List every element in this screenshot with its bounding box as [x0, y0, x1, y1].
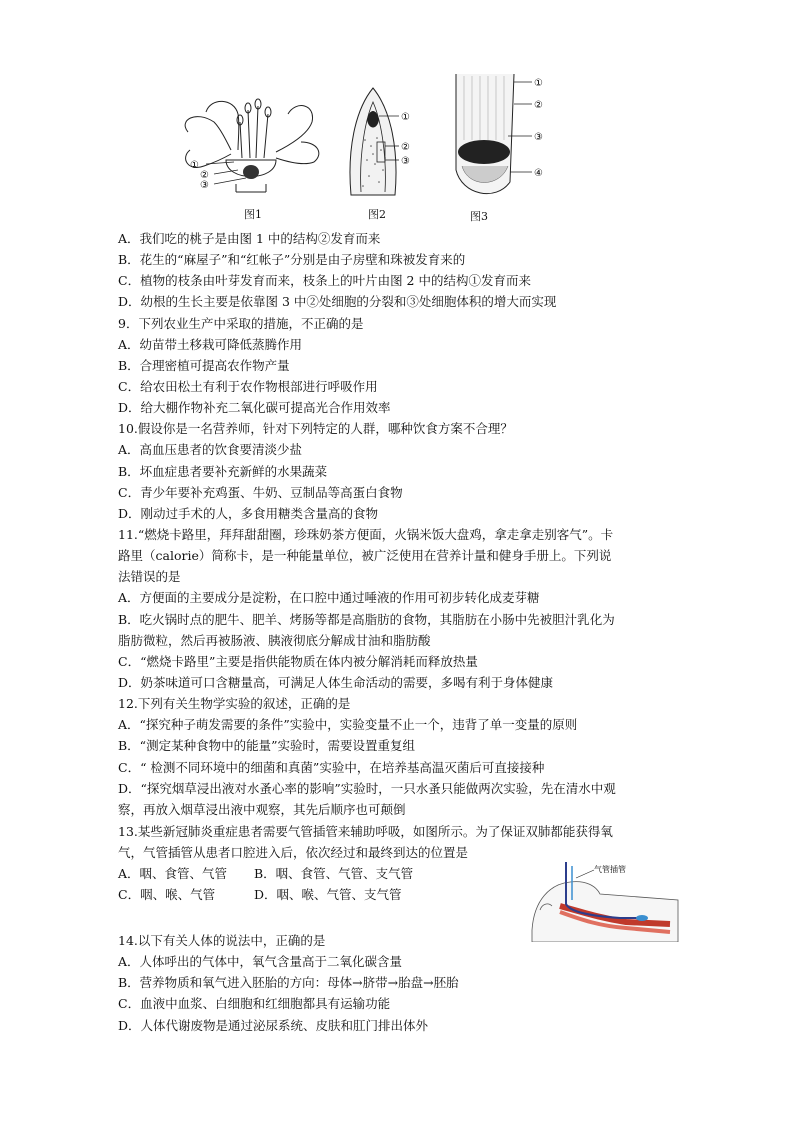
text-line: D．奶茶味道可口含糖量高，可满足人体生命活动的需要，多喝有利于身体健康	[118, 674, 554, 690]
root-tip-diagram	[450, 70, 560, 204]
text-line: A．“探究种子萌发需要的条件”实验中，实验变量不止一个，违背了单一变量的原则	[118, 717, 578, 733]
tube-label: 气管插管	[594, 865, 626, 874]
text-line: B．合理密植可提高农作物产量	[118, 357, 290, 373]
q13-stem-line-1: 13.某些新冠肺炎重症患者需要气管插管来辅助呼吸，如图所示。为了保证双肺都能获得氧	[118, 824, 613, 839]
fig2-label-1: ①	[401, 112, 410, 123]
q13-option-c: C．咽、喉、气管	[118, 887, 216, 903]
q14-option-d: D．人体代谢废物是通过泌尿系统、皮肤和肛门排出体外	[118, 1017, 429, 1033]
text-line: C．植物的枝条由叶芽发育而来，枝条上的叶片由图 2 中的结构①发育而来	[118, 273, 531, 289]
fig2-label-2: ②	[401, 142, 410, 153]
text-line: 脂肪微粒，然后再被肠液、胰液彻底分解成甘油和脂肪酸	[118, 632, 431, 648]
fig1-label-2: ②	[200, 170, 209, 181]
text-line: B．花生的“麻屋子”和“红帐子”分别是由子房壁和珠被发育来的	[118, 252, 466, 268]
text-line: 10.假设你是一名营养师，针对下列特定的人群，哪种饮食方案不合理？	[118, 421, 513, 437]
text-line: D．刚动过手术的人，多食用糖类含量高的食物	[118, 505, 379, 521]
text-line: 9．下列农业生产中采取的措施，不正确的是	[118, 315, 364, 331]
question-14	[118, 930, 678, 1036]
text-line: 12.下列有关生物学实验的叙述，正确的是	[118, 696, 351, 712]
fig2-label-3: ③	[401, 156, 410, 167]
text-line: 察，再放入烟草浸出液中观察，其先后顺序也可颠倒	[118, 801, 406, 817]
text-line: A．幼苗带土移栽可降低蒸腾作用	[118, 336, 303, 352]
text-line: 路里（calorie）简称卡，是一种能量单位，被广泛使用在营养计量和健身手册上。下列说	[118, 548, 612, 564]
text-line: D．“探究烟草浸出液对水蚤心率的影响”实验时，一只水蚤只能做两次实验，先在清水中观	[118, 780, 616, 796]
text-line: C．给农田松土有利于农作物根部进行呼吸作用	[118, 378, 378, 394]
bud-section-diagram	[341, 80, 421, 198]
figures-row	[176, 70, 556, 226]
text-line: 11.“燃烧卡路里，拜拜甜甜圈，珍珠奶茶方便面，火锅米饭大盘鸡，拿走拿走别客气”。卡	[118, 526, 614, 542]
text-line: D．幼根的生长主要是依靠图 3 中②处细胞的分裂和③处细胞体积的增大而实现	[118, 294, 557, 310]
fig2-caption: 图2	[368, 208, 386, 221]
flower-diagram	[176, 92, 326, 202]
fig3-label-1: ①	[534, 78, 543, 89]
q13-stem-line-2: 气，气管插管从患者口腔进入后，依次经过和最终到达的位置是	[118, 845, 469, 861]
fig3-label-2: ②	[534, 100, 543, 111]
text-line: 法错误的是	[118, 569, 181, 585]
q14-option-b: B．营养物质和氧气进入胚胎的方向：母体→脐带→胎盘→胚胎	[118, 975, 459, 991]
text-line: B．吃火锅时点的肥牛、肥羊、烤肠等都是高脂肪的食物，其脂肪在小肠中先被胆汁乳化为	[118, 611, 615, 627]
text-line: A．我们吃的桃子是由图 1 中的结构②发育而来	[118, 231, 381, 246]
text-line: B．坏血症患者要补充新鲜的水果蔬菜	[118, 463, 328, 479]
fig1-label-1: ①	[190, 160, 199, 171]
q14-stem: 14.以下有关人体的说法中，正确的是	[118, 933, 326, 948]
q13-option-d: D．咽、喉、气管、支气管	[254, 887, 402, 903]
text-line: C．“ 检测不同环境中的细菌和真菌”实验中，在培养基高温灭菌后可直接接种	[118, 759, 545, 775]
text-line: A．方便面的主要成分是淀粉，在口腔中通过唾液的作用可初步转化成麦芽糖	[118, 590, 540, 606]
fig3-label-3: ③	[534, 132, 543, 143]
fig1-caption: 图1	[244, 208, 262, 221]
fig3-label-4: ④	[534, 168, 543, 179]
text-line: C．青少年要补充鸡蛋、牛奶、豆制品等高蛋白食物	[118, 484, 403, 500]
q14-option-a: A．人体呼出的气体中，氧气含量高于二氧化碳含量	[118, 954, 403, 970]
q14-option-c: C．血液中血浆、白细胞和红细胞都具有运输功能	[118, 996, 391, 1012]
question-text-block	[118, 228, 678, 820]
q13-option-a: A．咽、食管、气管	[118, 866, 228, 882]
fig3-caption: 图3	[470, 210, 488, 223]
q13-option-b: B．咽、食管、气管、支气管	[254, 866, 414, 882]
text-line: A．高血压患者的饮食要清淡少盐	[118, 442, 303, 458]
text-line: B．“测定某种食物中的能量”实验时，需要设置重复组	[118, 738, 415, 754]
fig1-label-3: ③	[200, 180, 209, 191]
text-line: D．给大棚作物补充二氧化碳可提高光合作用效率	[118, 400, 391, 416]
text-line: C．“燃烧卡路里”主要是指供能物质在体内被分解消耗而释放热量	[118, 653, 478, 669]
